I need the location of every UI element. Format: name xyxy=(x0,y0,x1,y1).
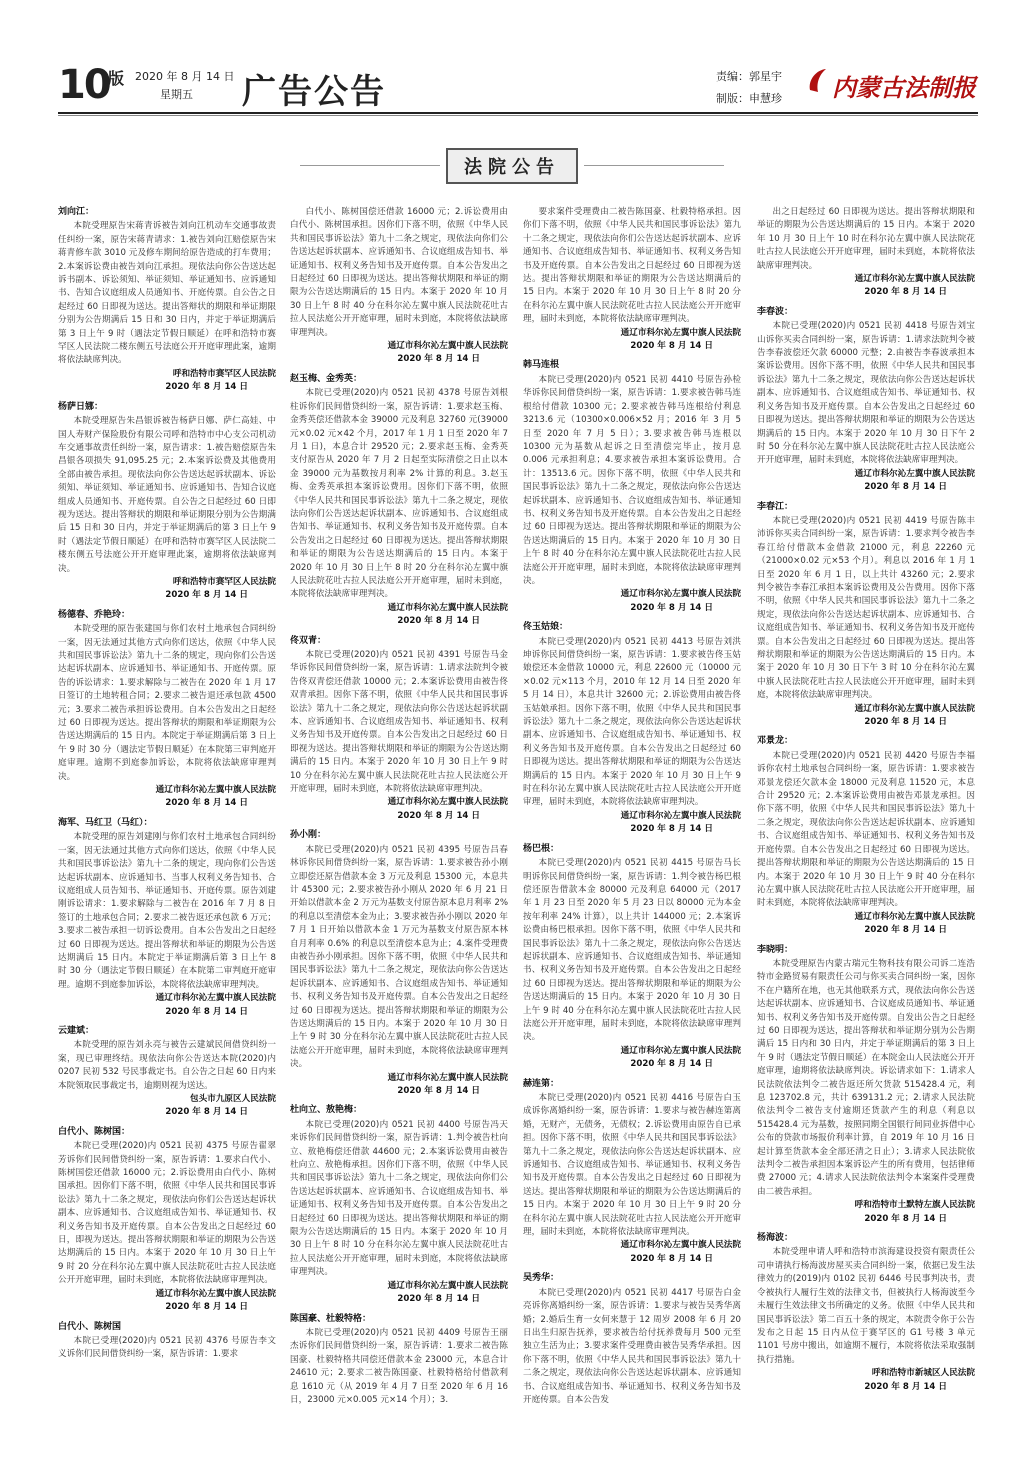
issue-date: 2020 年 8 月 14 日 xyxy=(135,70,235,83)
notice-court: 呼和浩特市赛罕区人民法院 xyxy=(172,368,276,379)
notice-court: 通辽市科尔沁左翼中旗人民法院 xyxy=(155,785,276,796)
notice-addressee: 白代小、陈树国： xyxy=(58,1126,131,1137)
court-notice xyxy=(757,1232,975,1394)
court-notice xyxy=(58,817,276,1019)
notice-date: 2020 年 8 月 14 日 xyxy=(630,1059,713,1070)
notice-body: 本院已受理(2020)内 0521 民初 4416 号原告白玉成诉你离婚纠纷一案，原告诉请：1.要求与被告赫连第离婚，无财产，无债务，无债权；2.诉讼费用由原告自已承担。因你下落不明，依照《中华人民共和国民事诉讼法》第九十二条之规定，现依法向你公告送达起诉状副本、应诉通知书、合议庭组成告知书、举证通知书、权利义务告知书及开庭传票。自本公告发出之日起经过 60 日即视为送达。提出答辩状期限和举证的期限为公告送达期满后的 15 日内。本案于 2020 年 10 月 30 日上午 9 时 20 分在科尔沁左翼中旗人民法院花吐古拉人民法庭公开开庭审理，届时未到庭，本院将依法缺席审理判决。 xyxy=(523,1093,741,1238)
notice-court: 通辽市科尔沁左翼中旗人民法院 xyxy=(620,810,741,821)
notice-addressee: 吴秀华： xyxy=(523,1273,560,1284)
notice-body: 本院已受理(2020)内 0521 民初 4419 号原告陈丰沛诉你买卖合同纠纷一案，原告诉请：1.要求判令被告李春江给付借款本金借款 21000 元，利息 22260 元（21000×0.02 元×53 个月）。利息以 2016 年 1 月 1 日至 2020 年 6 月 1 日，以上共计 43260 元；2.要求判令被告李春江承担本案诉讼费用及公告费用。因你下落不明，依照《中华人民共和国民事诉讼法》第九十二条之规定，现依法向你公告送达起诉状副本、应诉通知书、合议庭组成告知书、举证通知书、权利义务告知书及开庭传票。自本公告发出之日起经过 60 日即视为送达。提出答辩状期限和举证的期限为公告送达期满后的 15 日内。本案于 2020 年 10 月 30 日下午 3 时 10 分在科尔沁左翼中旗人民法院花吐古拉人民法庭公开开庭审理，届时未到庭，本院将依法缺席审理判决。 xyxy=(757,515,975,701)
court-notice xyxy=(290,1104,508,1306)
notice-date: 2020 年 8 月 14 日 xyxy=(864,925,947,936)
notice-body: 本院受理原告宋蒋青诉被告刘向江机动车交通事故责任纠纷一案，原告宋蒋青请求：1.被告刘向江赔偿原告宋蒋青修车款 3010 元及修车期间给原告造成的打车费用；2.本案诉讼费由被告刘向江承担。现依法向你公告送达起诉书副本、诉讼须知、举证须知、举证通知书、应诉通知书、告知合议庭组成人员通知书、开庭传票。自公告之日起经过 60 日即视为送达。提出答辩状的期限和举证期限分别为公告期满后 15 日和 30 日内，并定于举证期满后第 3 日上午 9 时（遇法定节假日顺延）在呼和浩特市赛罕区人民法院二楼东侧五号法庭公开开庭审理此案，逾期将依法缺席判决。 xyxy=(58,221,276,366)
notice-body: 本院受理的原告刘永亮与被告云建斌民间借贷纠纷一案，现已审理终结。现依法向你公告送达本院(2020)内 0207 民初 532 号民事裁定书。自公告之日起 60 日内来本院领取民事裁定书，逾期则视为送达。 xyxy=(58,1040,276,1091)
page-suffix: 版 xyxy=(108,69,125,88)
notice-date: 2020 年 8 月 14 日 xyxy=(630,824,713,835)
notice-date: 2020 年 8 月 14 日 xyxy=(397,1086,480,1096)
issue-weekday: 星期五 xyxy=(160,88,193,101)
banner-line-left xyxy=(300,165,440,166)
court-notice xyxy=(58,401,276,603)
notice-court: 包头市九原区人民法院 xyxy=(190,1094,276,1104)
notice-body: 本院受理原告内蒙古瑞元生物科技有限公司诉二连浩特市金路贸易有限责任公司与你买卖合同纠纷一案，因你不在户籍所在地，也无其他联系方式，现依法向你公告送达起诉状副本、应诉通知书、合议庭成员通知书、举证通知书、权利义务告知书及开庭传票。自发出公告之日起经过 60 日即视为送达，提出答辩状和举证期分别为公告期满后 15 日内和 30 日内，并定于举证期满后的第 3 日上午 9 时（遇法定节假日顺延）在本院金山人民法庭公开开庭审理，逾期将依法缺席判决。诉讼请求如下：1.请求人民法院依法判令二被告返还所欠货款 515428.4 元，利息 123702.8 元，共计 639131.2 元；2.请求人民法院依法判令二被告支付逾期还货款产生的利息（利息以 515428.4 元为基数，按照同期全国银行间同业拆借中心公布的贷款市场报价利率计算，自 2019 年 10 月 16 日起计算至货款本金全部还清之日止）；3.请求人民法院依法判令二被告承担因本案诉讼产生的所有费用，包括律师费 27000 元；4.请求人民法院依法判令本案案件受理费由二被告承担。 xyxy=(757,958,975,1197)
editor-credits xyxy=(716,66,782,110)
notice-body: 本院已受理(2020)内 0521 民初 4395 号原告吕春林诉你民间借贷纠纷一案，原告诉请：1.要求被告孙小刚立即偿还原告借款本金 3 万元及利息 15300 元，本息共计 45300 元；2.要求被告孙小刚从 2020 年 6 月 21 日开始以借款本金 2 万元为基数支付原告原本息月利率 2% 的利息以至清偿本金为止；3.要求被告孙小刚以 2020 年 7 月 1 日开始以借款本金 1 万元为基数支付原告原本林自月利率 0.6% 的利息以至清偿本息为止；4.案件受理费由被告孙小刚承担。因你下落不明，依照《中华人民共和国民事诉讼法》第九十二条之规定，现依法向你公告送达起诉状副本、应诉通知书、合议庭组成告知书、举证通知书、权利义务告知书及开庭传票。自本公告发出之日起经过 60 日即视为送达。提出答辩状期限和举证的期限为公告送达期满后的 15 日内。本案于 2020 年 10 月 30 日上午 9 时 30 分在科尔沁左翼中旗人民法院花吐古拉人民法庭公开开庭审理，届时未到庭，本院将依法缺席审理判决。 xyxy=(290,844,508,1070)
notice-date: 2020 年 8 月 14 日 xyxy=(165,1006,248,1017)
notice-court: 通辽市科尔沁左翼中旗人民法院 xyxy=(155,993,276,1004)
section-banner: 法院公告 xyxy=(446,148,578,184)
notice-addressee: 赫连第： xyxy=(523,1078,560,1089)
notice-addressee: 海军、马红卫（马红）： xyxy=(58,817,153,828)
notice-addressee: 李晓明： xyxy=(757,944,794,955)
notice-court: 呼和浩特市土默特左旗人民法院 xyxy=(854,1200,975,1211)
notice-court: 通辽市科尔沁左翼中旗人民法院 xyxy=(854,911,975,922)
notice-court: 通辽市科尔沁左翼中旗人民法院 xyxy=(387,341,508,352)
notice-court: 呼和浩特市新城区人民法院 xyxy=(871,1368,975,1379)
court-notice xyxy=(523,1078,741,1267)
notice-addressee: 杨德春、乔艳玲： xyxy=(58,609,131,620)
section-title: 广告公告 xyxy=(242,72,386,112)
notice-court: 通辽市科尔沁左翼中旗人民法院 xyxy=(620,1045,741,1056)
notice-body: 出之日起经过 60 日即视为送达。提出答辩状期限和举证的期限为公告送达期满后的 15 日内。本案于 2020 年 10 月 30 日上午 10 时在科尔沁左翼中旗人民法院花吐古拉人民法庭公开开庭审理，届时未到庭，本院将依法缺席审理判决。 xyxy=(757,207,975,271)
notice-addressee: 云建斌： xyxy=(58,1025,95,1036)
court-notice xyxy=(757,735,975,937)
court-notice xyxy=(290,206,508,367)
notice-date: 2020 年 8 月 14 日 xyxy=(397,810,480,821)
notice-addressee: 李春波： xyxy=(757,306,794,317)
notice-addressee: 杜向立、敖艳梅： xyxy=(290,1105,363,1116)
court-notice xyxy=(58,609,276,811)
court-notice xyxy=(58,1126,276,1315)
court-notice xyxy=(757,206,975,300)
notice-addressee: 陈国豪、杜毅特格： xyxy=(290,1313,372,1324)
court-notice xyxy=(757,501,975,730)
court-notice xyxy=(290,635,508,824)
notice-court: 呼和浩特市赛罕区人民法院 xyxy=(172,576,276,587)
notice-date: 2020 年 8 月 14 日 xyxy=(864,1381,947,1392)
notice-date: 2020 年 8 月 14 日 xyxy=(864,287,947,298)
notice-court: 通辽市科尔沁左翼中旗人民法院 xyxy=(854,703,975,714)
notice-addressee: 白代小、陈树国 xyxy=(58,1321,122,1332)
notice-body: 本院受理的原告张建国与你们农村土地承包合同纠纷一案，因无法通过其他方式向你们送达，依照《中华人民共和国民事诉讼法》第九十二条的规定，现向你们公告送达起诉状副本、应诉通知书、举证通知书、开庭传票。原告的诉讼请求：1.要求解除与二被告在 2020 年 1 月 17 日签订的土地转租合同；2.要求二被告退还承包款 4500 元；3.要求二被告承担诉讼费用。自本公告发出之日起经过 60 日即视为送达。提出答辩状的期限和举证期限为公告送达期满后的 15 日内。本院定于举证期满后第 3 日上午 9 时 30 分（遇法定节假日顺延）在本院第三审判庭开庭审理。逾期不到庭参加诉讼，本院将依法缺席审理判决。 xyxy=(58,624,276,782)
notice-court: 通辽市科尔沁左翼中旗人民法院 xyxy=(387,602,508,613)
notice-body: 本院已受理(2020)内 0521 民初 4376 号原告李文义诉你们民间借贷纠纷一案，原告诉请：1.要求 xyxy=(58,1335,276,1360)
notice-court: 通辽市科尔沁左翼中旗人民法院 xyxy=(620,1240,741,1251)
notice-addressee: 韩马连根 xyxy=(523,360,560,371)
page-number: 10 xyxy=(58,62,110,108)
notice-body: 本院受理申请人呼和浩特市滨海建设投资有限责任公司申请执行杨海波房屋买卖合同纠纷一案，依据已发生法律效力的(2019)内 0102 民初 6446 号民事判决书，责令被执行人履行生效的法律文书，但被执行人杨海波至今未履行生效法律文书所确定的义务。依照《中华人民共和国民事诉讼法》第二百五十条的规定，本院责令你于公告发布之日起 15 日内从位于赛罕区的 G1 号楼 3 单元 1101 号房中搬出，如逾期不履行，本院将依法采取强制执行措施。 xyxy=(757,1247,975,1365)
notice-date: 2020 年 8 月 14 日 xyxy=(397,1294,480,1305)
notice-date: 2020 年 8 月 14 日 xyxy=(165,1302,248,1313)
notice-body: 本院受理的原告刘建刚与你们农村土地承包合同纠纷一案，因无法通过其他方式向你们送达，依照《中华人民共和国民事诉讼法》第九十二条的规定，现向你们公告送达起诉状副本、应诉通知书、当事人权利义务告知书、合议庭组成人员告知书、举证通知书、开庭传票。原告刘建刚诉讼请求：1.要求解除与二被告在 2016 年 7 月 8 日签订的土地承包合同；2.要求二被告返还承包款 6 万元；3.要求二被告承担一切诉讼费用。自本公告发出之日起经过 60 日即视为送达。提出答辩状和举证的期限为公告送达期满后 15 日内。本院定于举证期满后第 3 日上午 8 时 30 分（遇法定节假日顺延）在本院第二审判庭开庭审理。逾期不到庭参加诉讼，本院将依法缺席审理判决。 xyxy=(58,832,276,990)
notice-addressee: 佟双青： xyxy=(290,635,327,646)
notice-body: 本院已受理(2020)内 0521 民初 4410 号原告孙检华诉你民间借贷纠纷一案，原告诉请：1.要求被告韩马连根给付借款 10300 元；2.要求被告韩马连根给付利息 3213.6 元（10300×0.006×52 月；2016 年 3 月 5 日至 2020 年 7 月 5 日）；3.要求被告韩马连根以 10300 元为基数从起诉之日至清偿完毕止，按月息 0.006 元承担利息；4.要求被告承担本案诉讼费用。合计：13513.6 元。因你下落不明，依照《中华人民共和国民事诉讼法》第九十二条之规定，现依法向你公告送达起诉状副本、应诉通知书、合议庭组成告知书、举证通知书、权利义务告知书及开庭传票。自本公告发出之日起经过 60 日即视为送达。提出答辩状期限和举证的期限为公告送达期满后的 15 日内。本案于 2020 年 10 月 30 日上午 8 时 40 分在科尔沁左翼中旗人民法院花吐古拉人民法庭公开开庭审理，届时未到庭，本院将依法缺席审理判决。 xyxy=(523,374,741,586)
masthead xyxy=(0,0,1024,130)
notice-body: 本院已受理(2020)内 0521 民初 4413 号原告刘洪坤诉你民间借贷纠纷一案，原告诉请：1.要求被告佟玉姑娘偿还本金借款 10000 元，利息 22600 元（10000 元×0.02 元×113 个月，2010 年 12 月 14 日至 2020 年 5 月 14 日），本息共计 32600 元；2.诉讼费用由被告佟玉姑娘承担。因你下落不明，依照《中华人民共和国民事诉讼法》第九十二条之规定，现依法向你公告送达起诉状副本、应诉通知书、合议庭组成告知书、举证通知书、权利义务告知书及开庭传票。自本公告发出之日起经过 60 日即视为送达。提出答辩状期限和举证的期限为公告送达期满后的 15 日内。本案于 2020 年 10 月 30 日上午 9 时在科尔沁左翼中旗人民法院花吐古拉人民法庭公开开庭审理，届时未到庭，本院将依法缺席审理判决。 xyxy=(523,636,741,808)
notice-court: 通辽市科尔沁左翼中旗人民法院 xyxy=(620,589,741,600)
notice-court: 通辽市科尔沁左翼中旗人民法院 xyxy=(155,1288,276,1299)
notice-court: 通辽市科尔沁左翼中旗人民法院 xyxy=(387,1072,508,1083)
notice-date: 2020 年 8 月 14 日 xyxy=(165,590,248,601)
notice-addressee: 邓景龙： xyxy=(757,736,794,747)
court-notice xyxy=(58,206,276,395)
notice-body: 本院已受理(2020)内 0521 民初 4415 号原告马长明诉你民间借贷纠纷一案，原告诉请：1.判令被告杨巴根偿还原告借款本金 80000 元及利息 64000 元（2017 年 1 月 23 日至 2020 年 5 月 23 日以 80000 元为本金按年利率 24% 计算），以上共计 144000 元；2.本案诉讼费由杨巴根承担。因你下落不明，依照《中华人民共和国民事诉讼法》第九十二条之规定，现依法向你公告送达起诉状副本、应诉通知书、合议庭组成告知书、举证通知书、权利义务告知书及开庭传票。自本公告发出之日起经过 60 日即视为送达。提出答辩状期限和举证的期限为公告送达期满后的 15 日内。本案于 2020 年 10 月 30 日上午 9 时 40 分在科尔沁左翼中旗人民法院花吐古拉人民法庭公开开庭审理，届时未到庭，本院将依法缺席审理判决。 xyxy=(523,858,741,1043)
notice-addressee: 佟玉姑娘： xyxy=(523,622,569,633)
notice-body: 本院已受理(2020)内 0521 民初 4378 号原告刘根柱诉你们民间借贷纠纷一案，原告诉请：1.要求赵玉梅、金秀英偿还借款本金 39000 元及利息 32760 元(39000 元×0.02 元×42 个月，2017 年 1 月 1 日至 2020 年 7 月 1 日)，本息合计 29520 元；2.要求赵玉梅、金秀英支付原告从 2020 年 7 月 2 日起至实际清偿之日止以本金 39000 元为基数按月利率 2% 计算的利息。3.赵玉梅、金秀英承担本案诉讼费用。因你们下落不明，依照《中华人民共和国民事诉讼法》第九十二条之规定，现依法向你们公告送达起诉状副本、应诉通知书、合议庭组成告知书、举证通知书、权利义务告知书及开庭传票。自本公告发出之日起经过 60 日即视为送达。提出答辩状期限和举证的期限为公告送达期满后的 15 日内。本案于 2020 年 10 月 30 日上午 8 时 20 分在科尔沁左翼中旗人民法院花吐古拉人民法庭公开开庭审理，届时未到庭，本院将依法缺席审理判决。 xyxy=(290,388,508,600)
court-notice xyxy=(290,829,508,1098)
notice-date: 2020 年 8 月 14 日 xyxy=(864,482,947,493)
court-notice xyxy=(757,306,975,495)
column-2 xyxy=(290,206,508,1413)
notice-court: 通辽市科尔沁左翼中旗人民法院 xyxy=(387,1280,508,1291)
court-notice xyxy=(290,1313,508,1408)
notice-date: 2020 年 8 月 14 日 xyxy=(864,717,947,728)
notice-date: 2020 年 8 月 14 日 xyxy=(397,354,480,365)
notice-court: 通辽市科尔沁左翼中旗人民法院 xyxy=(854,274,975,285)
column-3 xyxy=(523,206,741,1413)
notice-date: 2020 年 8 月 14 日 xyxy=(165,382,248,393)
notice-addressee: 杨巴根： xyxy=(523,843,560,854)
notice-date: 2020 年 8 月 14 日 xyxy=(630,341,713,352)
notice-addressee: 孙小刚： xyxy=(290,830,327,841)
notice-body: 本院已受理(2020)内 0521 民初 4409 号原告王丽杰诉你们民间借贷纠纷一案，原告诉请：1.要求二被告陈国豪、杜毅特格共同偿还借款本金 23000 元，本息合计 24610 元；2.要求二被告陈国豪、杜毅特格给付借款利息 1610 元（从 2019 年 4 月 7 日至 2020 年 6 月 16 日，23000 元×0.005 元×14 个月）；3. xyxy=(290,1327,508,1405)
court-notice xyxy=(523,1272,741,1407)
column-1 xyxy=(58,206,276,1368)
notice-court: 通辽市科尔沁左翼中旗人民法院 xyxy=(854,468,975,479)
court-notice xyxy=(523,843,741,1072)
notice-body: 本院已受理(2020)内 0521 民初 4391 号原告马金华诉你民间借贷纠纷一案，原告诉请：1.请求法院判令被告佟双青偿还借款 10000 元；2.本案诉讼费用由被告佟双青承担。因你下落不明，依照《中华人民共和国民事诉讼法》第九十二条之规定，现依法向你公告送达起诉状副本、应诉通知书、合议庭组成告知书、举证通知书、权利义务告知书及开庭传票。自本公告发出之日起经过 60 日即视为送达。提出答辩状期限和举证的期限为公告送达期满后的 15 日内。本案于 2020 年 10 月 30 日上午 9 时 10 分在科尔沁左翼中旗人民法院花吐古拉人民法庭公开开庭审理，届时未到庭，本院将依法缺席审理判决。 xyxy=(290,650,508,795)
editor-name: 责编：郭星宇 xyxy=(716,70,782,83)
court-notice xyxy=(58,1321,276,1362)
notice-body: 本院已受理(2020)内 0521 民初 4375 号原告翟翠芳诉你们民间借贷纠纷一案，原告诉请：1.要求白代小、陈树国偿还借款 16000 元；2.诉讼费用由白代小、陈树国承担。因你们下落不明，依照《中华人民共和国民事诉讼法》第九十二条之规定，现依法向你们公告送达起诉状副本、应诉通知书、合议庭组成告知书、举证通知书、权利义务告知书及开庭传票。自本公告发出之日起经过 60 日，即视为送达。提出答辩状期限和举证的期限为公告送达期满后的 15 日内。本案于 2020 年 10 月 30 日上午 9 时 20 分在科尔沁左翼中旗人民法院花吐古拉人民法庭公开开庭审理，届时未到庭，本院将依法缺席审理判决。 xyxy=(58,1141,276,1286)
banner-line-right xyxy=(584,165,724,166)
notice-addressee: 刘向江： xyxy=(58,207,95,217)
notice-addressee: 杨海波： xyxy=(757,1233,794,1244)
court-notice xyxy=(58,1025,276,1120)
court-notice xyxy=(290,373,508,629)
notice-body: 本院已受理(2020)内 0521 民初 4420 号原告李福诉你农村土地承包合同纠纷一案，原告诉请：1.要求被告邓景龙偿还欠款本金 18000 元及利息 11520 元，本息合计 29520 元；2.本案诉讼费用由被告邓景龙承担。因你下落不明，依照《中华人民共和国民事诉讼法》第九十二条之规定，现依法向你公告送达起诉状副本、应诉通知书、合议庭组成告知书、举证通知书、权利义务告知书及开庭传票。自本公告发出之日起经过 60 日即视为送达。提出答辩状期限和举证的期限为公告送达期满后的 15 日内。本案于 2020 年 10 月 30 日上午 9 时 40 分在科尔沁左翼中旗人民法院花吐古拉人民法庭公开开庭审理，届时未到庭，本院将依法缺席审理判决。 xyxy=(757,750,975,909)
notice-body: 要求案件受理费由二被告陈国豪、杜毅特格承担。因你们下落不明，依照《中华人民共和国民事诉讼法》第九十二条之规定，现依法向你们公告送达起诉状副本、应诉通知书、合议庭组成告知书、举证通知书、权利义务告知书及开庭传票。自本公告发出之日起经过 60 日即视为送达。提出答辩状期限和举证的期限为公告送达期满后的 15 日内。本案于 2020 年 10 月 30 日上午 8 时 20 分在科尔沁左翼中旗人民法院花吐古拉人民法庭公开开庭审理，届时未到庭，本院将依法缺席审理判决。 xyxy=(523,207,741,325)
notice-addressee: 李春江： xyxy=(757,501,794,512)
court-notice xyxy=(523,359,741,615)
producer-name: 制版：申慧珍 xyxy=(716,92,782,105)
notice-date: 2020 年 8 月 14 日 xyxy=(165,798,248,809)
notice-date: 2020 年 8 月 14 日 xyxy=(397,616,480,627)
notice-body: 白代小、陈树国偿还借款 16000 元；2.诉讼费用由白代小、陈树国承担。因你们下落不明，依照《中华人民共和国民事诉讼法》第九十二条之规定，现依法向你们公告送达起诉状副本、应诉通知书、合议庭组成告知书、举证通知书、权利义务告知书及开庭传票。自本公告发出之日起经过 60 日即视为送达。提出答辩状期限和举证的期限为公告送达期满后的 15 日内。本案于 2020 年 10 月 30 日上午 8 时 40 分在科尔沁左翼中旗人民法院花吐古拉人民法庭公开开庭审理，届时未到庭，本院将依法缺席审理判决。 xyxy=(290,207,508,338)
newspaper-logo-icon xyxy=(806,66,830,94)
header-rule-thin xyxy=(58,115,978,116)
notice-addressee: 赵玉梅、金秀英： xyxy=(290,373,363,384)
column-4 xyxy=(757,206,975,1400)
header-rule xyxy=(58,112,978,114)
notice-addressee: 杨萨日娜： xyxy=(58,401,104,412)
notice-body: 本院已受理(2020)内 0521 民初 4418 号原告刘宝山诉你买卖合同纠纷一案，原告诉请：1.请求法院判令被告李春波偿还欠款 60000 元整；2.由被告李春波承担本案诉讼费用。因你下落不明，依照《中华人民共和国民事诉讼法》第九十二条之规定，现依法向你公告送达起诉状副本、应诉通知书、合议庭组成告知书、举证通知书、权利义务告知书及开庭传票。自本公告发出之日起经过 60 日即视为送达。提出答辩状期限和举证的期限为公告送达期满后的 15 日内。本案于 2020 年 10 月 30 日下午 2 时 50 分在科尔沁左翼中旗人民法院花吐古拉人民法庭公开开庭审理，届时未到庭，本院将依法缺席审理判决。 xyxy=(757,321,975,466)
court-notice xyxy=(523,206,741,353)
notice-court: 通辽市科尔沁左翼中旗人民法院 xyxy=(387,797,508,808)
notice-date: 2020 年 8 月 14 日 xyxy=(165,1107,248,1118)
newspaper-logo: 内蒙古法制报 xyxy=(832,73,976,102)
notice-date: 2020 年 8 月 14 日 xyxy=(630,1253,713,1264)
notice-body: 本院受理原告朱昌银诉被告杨萨日娜、萨仁高娃、中国人寿财产保险股份有限公司呼和浩特市中心支公司机动车交通事故责任纠纷一案，原告请求：1.被告赔偿原告朱昌银各项损失 91,095.25 元；2.本案诉讼费及其他费用全部由被告承担。现依法向你公告送达起诉状副本、诉讼须知、举证须知、举证通知书、应诉通知书、告知合议庭组成人员通知书、开庭传票。自公告之日起经过 60 日即视为送达。提出答辩状的期限和举证期限分别为公告期满后 15 日和 30 日内，并定于举证期满后的第 3 日上午 9 时（遇法定节假日顺延）在呼和浩特市赛罕区人民法院二楼东侧五号法庭公开开庭审理此案，逾期将依法缺席判决。 xyxy=(58,416,276,574)
notice-body: 本院已受理(2020)内 0521 民初 4400 号原告冯天来诉你们民间借贷纠纷一案，原告诉请：1.判令被告杜向立、敖艳梅偿还借款 44600 元；2.本案诉讼费用由被告杜向立、敖艳梅承担。因你们下落不明，依照《中华人民共和国民事诉讼法》第九十二条之规定，现依法向你们公告送达起诉状副本、应诉通知书、合议庭组成告知书、举证通知书、权利义务告知书及开庭传票。自本公告发出之日起经过 60 日即视为送达。提出答辩状期限和举证的期限为公告送达期满后的 15 日内。本案于 2020 年 10 月 30 日上午 8 时 10 分在科尔沁左翼中旗人民法院花吐古拉人民法庭公开开庭审理，届时未到庭，本院将依法缺席审理判决。 xyxy=(290,1119,508,1278)
court-notice xyxy=(523,621,741,837)
notice-date: 2020 年 8 月 14 日 xyxy=(864,1213,947,1224)
notice-court: 通辽市科尔沁左翼中旗人民法院 xyxy=(620,327,741,338)
notice-body: 本院已受理(2020)内 0521 民初 4417 号原告白金亮诉你离婚纠纷一案，原告诉请：1.要求与被告吴秀华离婚；2.婚后生育一女何来慧于 12 周岁 2008 年 6 月 20 日出生归原告抚养，要求被告给付抚养费每月 500 元至独立生活为止；3.要求案件受理费由被告吴秀华承担。因你下落不明，依照《中华人民共和国民事诉讼法》第九十二条之规定，现依法向你公告送达起诉状副本、应诉通知书、合议庭组成告知书、举证通知书、权利义务告知书及开庭传票。自本公告发 xyxy=(523,1287,741,1405)
court-notice xyxy=(757,944,975,1227)
notice-date: 2020 年 8 月 14 日 xyxy=(630,602,713,613)
